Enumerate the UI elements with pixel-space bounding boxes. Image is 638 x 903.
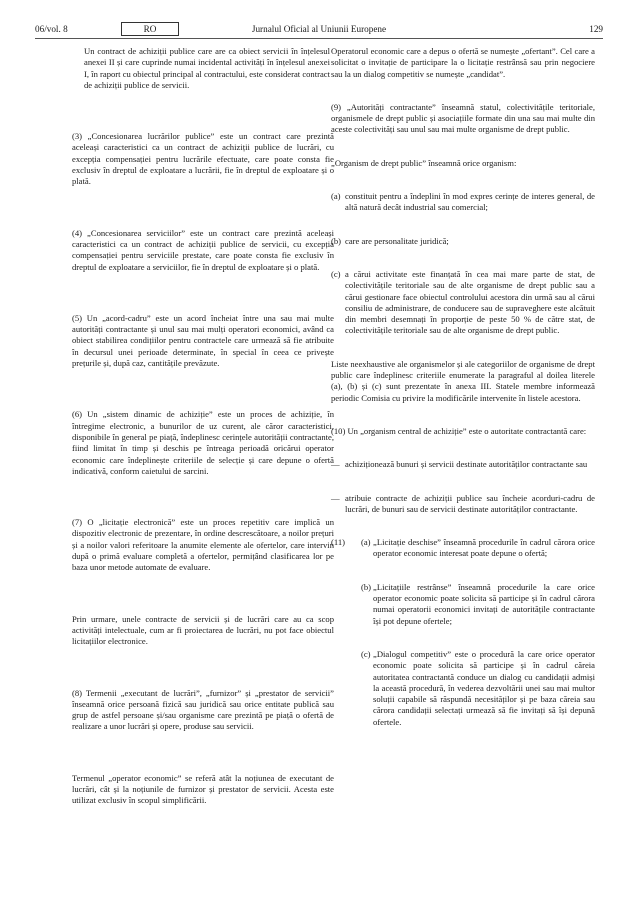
paragraph-5: (5) Un „acord-cadru” este un acord încheiat între una sau mai multe autorități contractante și unul sau mai mulți operatori economici, având ca obiect stabilirea condițiilor pentru contractele care urmează să fie atribuite în decursul unei perioade determinate, în special în ceea ce privește prețurile și, după caz, cantitățile prevăzute. xyxy=(72,312,334,369)
text-11c: „Dialogul competitiv” este o procedură la care orice operator economic poate solicita să participe și în cadrul căreia autoritatea contractantă conduce un dialog cu candidații admiși la această procedură, în vederea dezvoltării unei sau mai multor soluții capabile să răspundă necesităților și pe baza căreia sau cărora candidații selectați urmează să fie invitați să își depună ofertele. xyxy=(373,648,595,727)
text-11a: „Licitație deschise” înseamnă procedurile în cadrul cărora orice operator economic interesat poate depune o ofertă; xyxy=(373,537,595,559)
sublabel-11b: (b) xyxy=(361,581,372,592)
paragraph-11c xyxy=(331,649,595,728)
paragraph-10: (10) Un „organism central de achiziție” este o autoritate contractantă care: xyxy=(331,425,587,436)
dash-item-2 xyxy=(331,493,595,516)
list-item-c xyxy=(331,269,595,337)
header-divider xyxy=(35,38,603,39)
journal-title: Jurnalul Oficial al Uniunii Europene xyxy=(251,24,387,34)
paragraph-8: (8) Termenii „executant de lucrări”, „furnizor” și „prestator de servicii” înseamnă orice persoană fizică sau juridică sau orice entitate publică sau grup de astfel persoane și/sau organisme care prezintă pe piață o ofertă de realizare a unor lucrări și opere, produse sau servicii. xyxy=(72,687,334,732)
left-column xyxy=(72,46,334,807)
dash-text-2: atribuie contracte de achiziții publice sau încheie acorduri-cadru de lucrări, de bunuri sau de servicii destinate autorităților contractante. xyxy=(345,492,595,514)
paragraph-6: (6) Un „sistem dinamic de achiziție” este un proces de achiziție, în întregime electronic, a bunurilor de uz curent, ale căror caracteristici, disponibile în general pe piață, îndeplinesc cerințele autorității contractante, fiind limitat în timp și deschis pe întreaga perioadă oricărui operator economic care îndeplinește criteriile de selecție și care depune o ofertă indicativă, conform caietului de sarcini. xyxy=(72,409,334,476)
paragraph-organism: „Organism de drept public” înseamnă orice organism: xyxy=(331,157,517,168)
text-11b: „Licitațiile restrânse” înseamnă procedurile la care orice operator economic poate solicita să participe și în cadrul cărora numai operatorii economici invitați de autoritățile contractante își pot depune ofertele; xyxy=(373,581,595,626)
language-badge: RO xyxy=(121,22,179,36)
list-item-a xyxy=(331,191,595,214)
list-label-c: (c) xyxy=(331,268,341,279)
list-text-b: care are personalitate juridică; xyxy=(345,235,449,246)
list-text-a: constituit pentru a îndeplini în mod expres cerințe de interes general, de altă natură decât industrial sau comercial; xyxy=(345,191,595,213)
page-number: 129 xyxy=(589,24,603,34)
dash-text-1: achiziționează bunuri și servicii destinate autorităților contractante sau xyxy=(345,459,588,470)
issue-number: 06/vol. 8 xyxy=(35,24,68,34)
dash-label-1: — xyxy=(331,459,340,470)
paragraph-ofertant: Operatorul economic care a depus o ofertă se numește „ofertant”. Cel care a solicitat o invitație de participare la o licitație restrânsă sau prin negociere sau la un dialog competitiv se numește „candidat”. xyxy=(331,46,595,79)
right-column xyxy=(331,46,595,728)
page-header xyxy=(35,22,603,36)
list-item-b xyxy=(331,236,595,247)
paragraph-9: (9) „Autorități contractante” înseamnă statul, colectivitățile teritoriale, organismele de drept public și asociațiile formate din una sau mai multe din aceste colectivități sau unul sau mai multe organisme de drept public. xyxy=(331,101,595,135)
paragraph-liste: Liste neexhaustive ale organismelor și ale categoriilor de organisme de drept public care îndeplinesc criteriile enumerate la paragraful al doilea literele (a), (b) și (c) sunt prezentate în anexa III. Statele membre informează periodic Comisia cu privire la modificările intervenite în listele acestora. xyxy=(331,358,595,403)
paragraph-intro: Un contract de achiziții publice care are ca obiect servicii în înțelesul anexei II și care cuprinde numai incidental activități în înțelesul anexei I, în raport cu obiectul principal al contractului, este considerat contract de achiziții publice de servicii. xyxy=(84,46,330,90)
paragraph-11b xyxy=(331,582,595,627)
paragraph-prin-urmare: Prin urmare, unele contracte de servicii și de lucrări care au ca scop activități intelectuale, cum ar fi proiectarea de lucrări, nu pot face obiectul licitațiilor electronice. xyxy=(72,613,334,647)
list-label-a: (a) xyxy=(331,191,341,202)
paragraph-termenul: Termenul „operator economic” se referă atât la noțiunea de executant de lucrări, cât și la noțiunile de furnizor și prestator de servicii. Acesta este utilizat exclusiv în scopul simplificării. xyxy=(72,772,334,806)
paragraph-4: (4) „Concesionarea serviciilor” este un contract care prezintă aceleași caracteristici ca un contract de achiziții publice de servicii, cu excepția compensației pentru serviciile prestate, care poate consta fie exclusiv în dreptul de exploatare a serviciilor, fie în dreptul de exploatare și o plată. xyxy=(72,227,334,272)
paragraph-3: (3) „Concesionarea lucrărilor publice” este un contract care prezintă aceleași caracteristici ca un contract de achiziții publice de lucrări, cu excepția compensației pentru lucrările efectuate, care poate consta fie exclusiv în dreptul de exploatare a lucrării, fie în dreptul de exploatare și o plată. xyxy=(72,131,334,187)
dash-label-2: — xyxy=(331,492,340,503)
paragraph-11a xyxy=(331,537,595,560)
list-label-b: (b) xyxy=(331,235,342,246)
dash-item-1 xyxy=(331,459,595,470)
paragraph-11-label: (11) xyxy=(331,537,345,548)
sublabel-11c: (c) xyxy=(361,648,371,659)
list-text-c: a cărui activitate este finanțată în cea mai mare parte de stat, de colectivitățile teritoriale sau de alte organisme de drept public sau a cărui gestionare face obiectul controlului acestora din urmă sau al cărui consiliu de administrare, de conducere sau de supraveghere este alcătuit din membri desemnați în proporție de peste 50 % de către stat, de colectivitățile teritoriale sau de alte organisme de drept public. xyxy=(345,268,595,336)
sublabel-11a: (a) xyxy=(361,537,371,548)
paragraph-7: (7) O „licitație electronică” este un proces repetitiv care implică un dispozitiv electronic de prezentare, în ordine descrescătoare, a noilor prețuri și a noilor valori referitoare la anumite elemente ale ofertelor, care intervin după o primă evaluare completă a ofertelor, permițând clasificarea lor pe baza unor metode automate de evaluare. xyxy=(72,517,334,573)
